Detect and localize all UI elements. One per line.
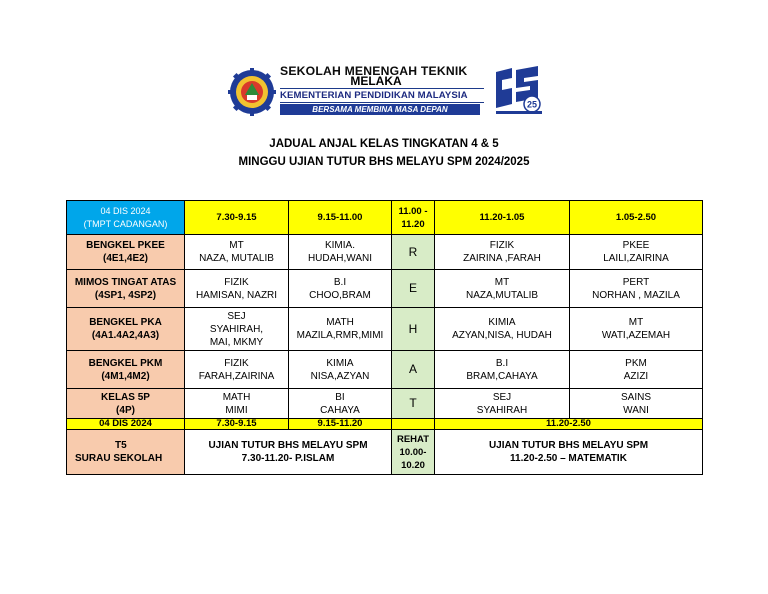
sub-slot: 7.30-9.15 (185, 419, 289, 430)
subject: KIMIA (488, 317, 516, 328)
break-start: 11.00 - (398, 205, 428, 217)
break-letter: A (392, 351, 435, 389)
lesson-cell (570, 351, 703, 389)
subject: B.I (495, 357, 509, 369)
lesson-cell (185, 308, 289, 351)
break-start: 10.00- (399, 446, 427, 458)
anniversary-logo-icon (492, 64, 546, 116)
slot-header: 9.15-11.00 (289, 201, 392, 235)
date-label: 04 DIS 2024 (100, 205, 151, 216)
lesson-cell (289, 308, 392, 351)
lesson-cell (435, 235, 570, 270)
subject: MT (628, 317, 644, 328)
teachers: MAZILA,RMR,MIMI (296, 330, 384, 341)
school-identity (280, 66, 488, 115)
class-code: (4SP1, 4SP2) (94, 289, 157, 301)
lesson-cell (570, 270, 703, 308)
exam-right (435, 430, 703, 475)
subject: SAINS (620, 391, 651, 403)
exam-left (185, 430, 392, 475)
break-header (392, 201, 435, 235)
lesson-cell (289, 351, 392, 389)
subject: FIZIK (224, 357, 249, 369)
page-subtitle: MINGGU UJIAN TUTUR BHS MELAYU SPM 2024/2025 (238, 156, 530, 168)
table-row (67, 389, 703, 419)
school-motto: BERSAMA MEMBINA MASA DEPAN (280, 104, 480, 115)
teachers: CAHAYA (320, 404, 360, 416)
lesson-cell (289, 389, 392, 419)
break-end: 11.20 (401, 218, 425, 230)
lesson-cell (289, 235, 392, 270)
lesson-cell (435, 389, 570, 419)
class-name: BENGKEL PKA (89, 317, 162, 328)
teachers: ZAIRINA ,FARAH (463, 253, 541, 264)
teachers: CHOO,BRAM (309, 289, 371, 301)
exam-class-cell (67, 430, 185, 475)
teachers: AZIZI (623, 370, 649, 382)
school-name: SEKOLAH MENENGAH TEKNIK (280, 64, 468, 78)
subject: PERT (622, 276, 650, 288)
table-row (67, 308, 703, 351)
exam-title: UJIAN TUTUR BHS MELAYU SPM (208, 440, 368, 451)
class-code: (4E1,4E2) (102, 253, 149, 264)
table-row (67, 270, 703, 308)
teachers: NAZA,MUTALIB (465, 289, 539, 301)
subject: BI (335, 391, 345, 403)
teachers: FARAH,ZAIRINA (198, 370, 275, 382)
subject: PKEE (622, 240, 650, 251)
lesson-cell (435, 270, 570, 308)
teachers: AZYAN,NISA, HUDAH (452, 330, 552, 341)
slot-header: 1.05-2.50 (570, 201, 703, 235)
break-letter: E (392, 270, 435, 308)
sub-header-row (67, 419, 703, 430)
exam-class: T5 (115, 440, 127, 451)
class-cell (67, 270, 185, 308)
class-name: BENGKEL PKM (88, 357, 163, 369)
sub-date: 04 DIS 2024 (67, 419, 185, 430)
class-cell (67, 351, 185, 389)
lesson-cell (570, 235, 703, 270)
teachers: LAILI,ZAIRINA (603, 253, 669, 264)
teachers: NISA,AZYAN (310, 370, 370, 382)
subject: MT (494, 276, 510, 288)
sub-slot: 11.20-2.50 (435, 419, 703, 430)
lesson-cell (185, 389, 289, 419)
class-cell (67, 235, 185, 270)
class-cell (67, 308, 185, 351)
anniversary-number: 25 (526, 99, 538, 110)
teachers: SYAHIRAH, (209, 323, 264, 335)
subject: FIZIK (489, 240, 515, 251)
class-name: BENGKEL PKEE (86, 240, 165, 251)
lesson-cell (570, 308, 703, 351)
lesson-cell (435, 308, 570, 351)
table-row (67, 235, 703, 270)
subject: SEJ (227, 310, 246, 322)
lesson-cell (435, 351, 570, 389)
exam-break (392, 430, 435, 475)
lesson-cell (185, 235, 289, 270)
subject: B.I (333, 276, 347, 288)
lesson-cell (185, 270, 289, 308)
teachers: BRAM,CAHAYA (466, 370, 538, 382)
subject: MATH (326, 317, 354, 328)
teachers: HUDAH,WANI (307, 253, 373, 264)
exam-detail: 11.20-2.50 – MATEMATIK (510, 453, 627, 464)
date-header (67, 201, 185, 235)
subject: SEJ (492, 391, 512, 403)
break-letter: H (392, 308, 435, 351)
class-code: (4A1.4A2,4A3) (91, 330, 160, 341)
subject: MATH (222, 391, 251, 403)
lesson-cell (289, 270, 392, 308)
timetable (66, 200, 703, 475)
lesson-cell (570, 389, 703, 419)
subject: MT (229, 240, 244, 251)
class-code: (4M1,4M2) (101, 370, 150, 382)
slot-header: 11.20-1.05 (435, 201, 570, 235)
exam-row (67, 430, 703, 475)
class-name: KELAS 5P (101, 391, 150, 403)
exam-detail: 7.30-11.20- P.ISLAM (241, 453, 335, 464)
break-label: REHAT (396, 433, 430, 445)
school-state: MELAKA (350, 74, 402, 88)
teachers: MIMI (225, 404, 248, 416)
class-cell (67, 389, 185, 419)
subject: KIMIA. (324, 240, 355, 251)
exam-title: UJIAN TUTUR BHS MELAYU SPM (488, 440, 649, 451)
break-letter: R (392, 235, 435, 270)
exam-venue: SURAU SEKOLAH (75, 453, 163, 464)
break-letter: T (392, 389, 435, 419)
class-code: (4P) (116, 404, 135, 416)
table-row (67, 351, 703, 389)
subject: PKM (625, 357, 647, 369)
teachers: MAI, MKMY (209, 336, 264, 348)
lesson-cell (185, 351, 289, 389)
teachers: HAMISAN, NAZRI (195, 289, 278, 301)
teachers: WATI,AZEMAH (601, 330, 671, 341)
subject: FIZIK (224, 276, 249, 288)
teachers: NORHAN , MAZILA (592, 289, 680, 301)
page-title: JADUAL ANJAL KELAS TINGKATAN 4 & 5 (269, 138, 499, 150)
header-row (67, 201, 703, 235)
teachers: WANI (623, 404, 649, 416)
class-name: MIMOS TINGAT ATAS (74, 276, 177, 288)
slot-header: 7.30-9.15 (185, 201, 289, 235)
ministry-name: KEMENTERIAN PENDIDIKAN MALAYSIA (280, 90, 468, 101)
break-end: 10.20 (401, 459, 425, 471)
teachers: NAZA, MUTALIB (199, 253, 274, 264)
subject: KIMIA (326, 357, 354, 369)
header (0, 0, 768, 120)
divider (280, 88, 484, 89)
sub-slot-blank (392, 419, 435, 430)
teachers: SYAHIRAH (476, 404, 528, 416)
divider (280, 102, 484, 103)
sub-slot: 9.15-11.20 (289, 419, 392, 430)
date-note: (TMPT CADANGAN) (83, 218, 168, 229)
